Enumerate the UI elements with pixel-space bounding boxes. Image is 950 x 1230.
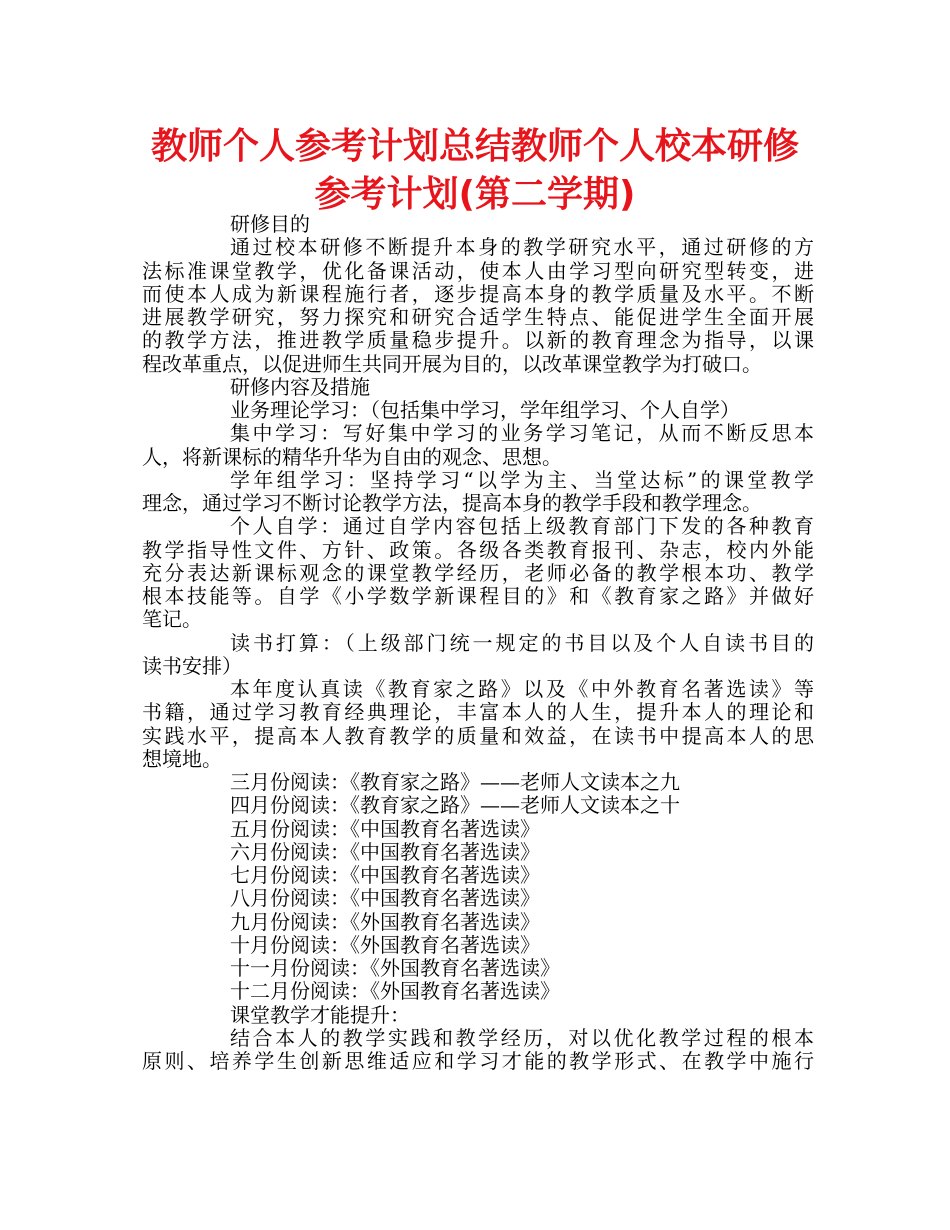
body-line: 十月份阅读：《外国教育名著选读》 [230,933,540,957]
body-line: 想境地。 [142,747,222,771]
body-line: 法标准课堂教学，优化备课活动，使本人由学习型向研究型转变，进 [142,259,814,283]
body-line: 读书打算：（上级部门统一规定的书目以及个人自读书目的 [230,631,814,655]
body-line: 原则、培养学生创新思维适应和学习才能的教学形式、在教学中施行 [142,1050,814,1073]
body-line: 的教学方法，推进教学质量稳步提升。以新的教育理念为指导，以课 [142,329,814,353]
body-line: 六月份阅读：《中国教育名著选读》 [230,840,540,864]
body-line: 本年度认真读《教育家之路》以及《中外教育名著选读》等 [230,678,814,701]
body-line: 八月份阅读：《中国教育名著选读》 [230,887,540,911]
document-title-line-2: 参考计划(第二学期) [314,174,636,215]
body-line: 人，将新课标的精华升华为自由的观念、思想。 [142,445,562,469]
body-line: 读书安排） [142,654,242,678]
body-line: 七月份阅读：《中国教育名著选读》 [230,864,540,887]
body-line: 十一月份阅读：《外国教育名著选读》 [230,957,560,980]
body-line: 四月份阅读：《教育家之路》——老师人文读本之十 [230,794,680,818]
body-line: 进展教学研究，努力探究和研究合适学生特点、能促进学生全面开展 [142,306,814,329]
body-line: 通过校本研修不断提升本身的教学研究水平，通过研修的方 [230,236,814,260]
body-line: 九月份阅读：《外国教育名著选读》 [230,910,540,934]
body-line: 课堂教学才能提升： [230,1003,410,1027]
document-body [142,213,814,1073]
body-line: 根本技能等。自学《小学数学新课程目的》和《教育家之路》并做好 [142,585,814,608]
body-line: 研修内容及措施 [230,375,370,399]
body-line: 三月份阅读：《教育家之路》——老师人文读本之九 [230,771,680,794]
body-line: 五月份阅读：《中国教育名著选读》 [230,817,540,841]
body-line: 十二月份阅读：《外国教育名著选读》 [230,980,560,1004]
body-line: 程改革重点，以促进师生共同开展为目的，以改革课堂教学为打破口。 [142,352,762,376]
body-line: 教学指导性文件、方针、政策。各级各类教育报刊、杂志，校内外能 [142,538,814,562]
body-line: 充分表达新课标观念的课堂教学经历，老师必备的教学根本功、教学 [142,561,814,585]
body-line: 笔记。 [142,608,202,632]
body-line: 集中学习：写好集中学习的业务学习笔记，从而不断反思本 [230,422,814,446]
body-line: 而使本人成为新课程施行者，逐步提高本身的教学质量及水平。不断 [142,282,814,306]
body-line: 实践水平，提高本人教育教学的质量和效益，在读书中提高本人的思 [142,724,814,748]
document-title-line-1: 教师个人参考计划总结教师个人校本研修 [150,126,799,167]
body-line: 书籍，通过学习教育经典理论，丰富本人的人生，提升本人的理论和 [142,701,814,725]
body-line: 学年组学习：坚持学习“以学为主、当堂达标”的课堂教学 [230,468,814,492]
body-line: 业务理论学习：（包括集中学习，学年组学习、个人自学） [230,399,740,422]
body-line: 结合本人的教学实践和教学经历，对以优化教学过程的根本 [230,1026,814,1050]
body-line: 研修目的 [230,213,310,236]
body-line: 个人自学：通过自学内容包括上级教育部门下发的各种教育 [230,515,814,539]
body-line: 理念，通过学习不断讨论教学方法，提高本身的教学手段和教学理念。 [142,492,762,515]
